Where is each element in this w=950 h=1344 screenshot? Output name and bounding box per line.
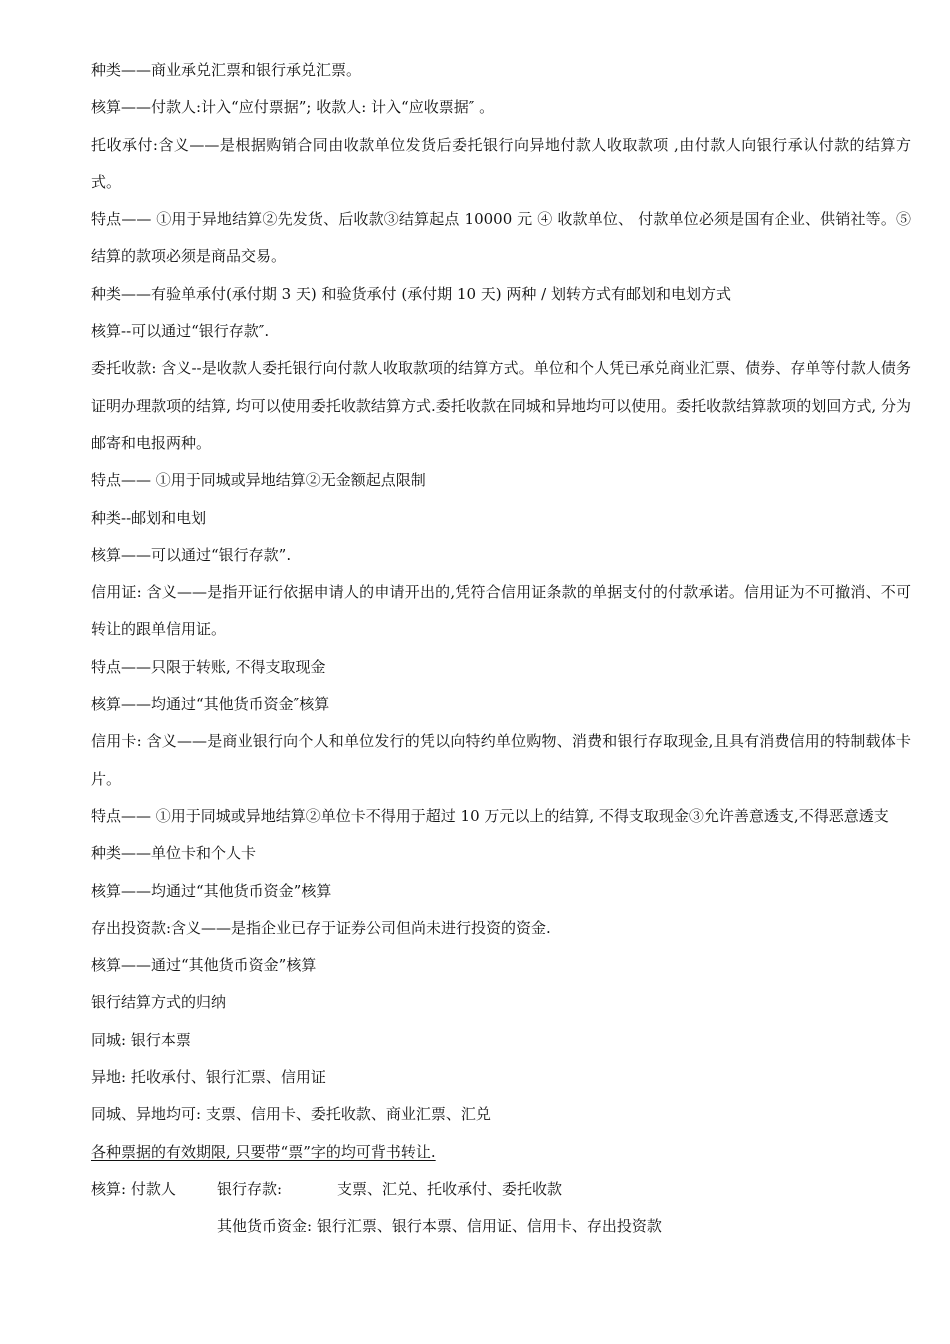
underlined-note [91,1134,911,1171]
text-line: 特点——只限于转账, 不得支取现金 [91,657,326,676]
summary-row-other-funds [91,1208,911,1245]
bank-deposit-items: 支票、汇兑、托收承付、委托收款 [337,1179,563,1198]
text-line: 同城、异地均可: 支票、信用卡、委托收款、商业汇票、汇兑 [91,1105,491,1124]
section-heading: 银行结算方式的归纳 [91,993,227,1012]
bank-deposit-label: 银行存款: [217,1179,283,1198]
document-page [91,52,911,1246]
text-paragraph: 信用证: 含义——是指开证行依据申请人的申请开出的,凭符合信用证条款的单据支付的付款承诺。信用证为不可撤消、不可转让的跟单信用证。 [91,583,911,639]
text-line: 种类——单位卡和个人卡 [91,844,257,863]
other-funds-text: 其他货币资金: 银行汇票、银行本票、信用证、信用卡、存出投资款 [217,1217,662,1236]
text-line: 核算——均通过“其他货币资金”核算 [91,881,332,900]
text-line: 种类--邮划和电划 [91,508,207,527]
text-line: 核算——可以通过“银行存款”. [91,545,292,564]
text-paragraph: 托收承付:含义——是根据购销合同由收款单位发货后委托银行向异地付款人收取款项 ,由付款人向银行承认付款的结算方式。 [91,135,911,191]
text-line: 存出投资款:含义——是指企业已存于证券公司但尚未进行投资的资金. [91,918,551,937]
text-line: 种类——有验单承付(承付期 3 天) 和验货承付 (承付期 10 天) 两种 / 划转方式有邮划和电划方式 [91,284,732,303]
text-paragraph: 特点—— ①用于同城或异地结算②单位卡不得用于超过 10 万元以上的结算, 不得支取现金③允许善意透支,不得恶意透支 [91,806,889,825]
text-paragraph: 信用卡: 含义——是商业银行向个人和单位发行的凭以向特约单位购物、消费和银行存取现金,且具有消费信用的特制载体卡片。 [91,732,911,788]
text-line: 种类——商业承兑汇票和银行承兑汇票。 [91,61,362,79]
text-line: 核算--可以通过“银行存款″. [91,322,270,341]
text-paragraph: 委托收款: 含义--是收款人委托银行向付款人收取款项的结算方式。单位和个人凭已承兑商业汇票、债券、存单等付款人债务证明办理款项的结算, 均可以使用委托收款结算方式.委托收款在同城和异地均可以使用。委托收款结算款项的划回方式, 分为邮寄和电报两种。 [91,359,911,452]
summary-label: 核算: 付款人 [91,1179,176,1198]
text-line: 特点—— ①用于同城或异地结算②无金额起点限制 [91,471,426,490]
text-line: 核算——均通过“其他货币资金″核算 [91,695,330,714]
text-paragraph: 特点—— ①用于异地结算②先发货、后收款③结算起点 10000 元 ④ 收款单位、 付款单位必须是国有企业、供销社等。⑤结算的款项必须是商品交易。 [91,210,911,266]
text-line: 同城: 银行本票 [91,1030,191,1049]
underlined-note-text: 各种票据的有效期限, 只要带“票”字的均可背书转让. [91,1142,436,1161]
text-line: 核算——付款人:计入“应付票据”; 收款人: 计入“应收票据″ 。 [91,98,495,117]
summary-row-bank-deposit [91,1171,911,1208]
text-line: 异地: 托收承付、银行汇票、信用证 [91,1068,326,1087]
text-line: 核算——通过“其他货币资金”核算 [91,956,317,975]
